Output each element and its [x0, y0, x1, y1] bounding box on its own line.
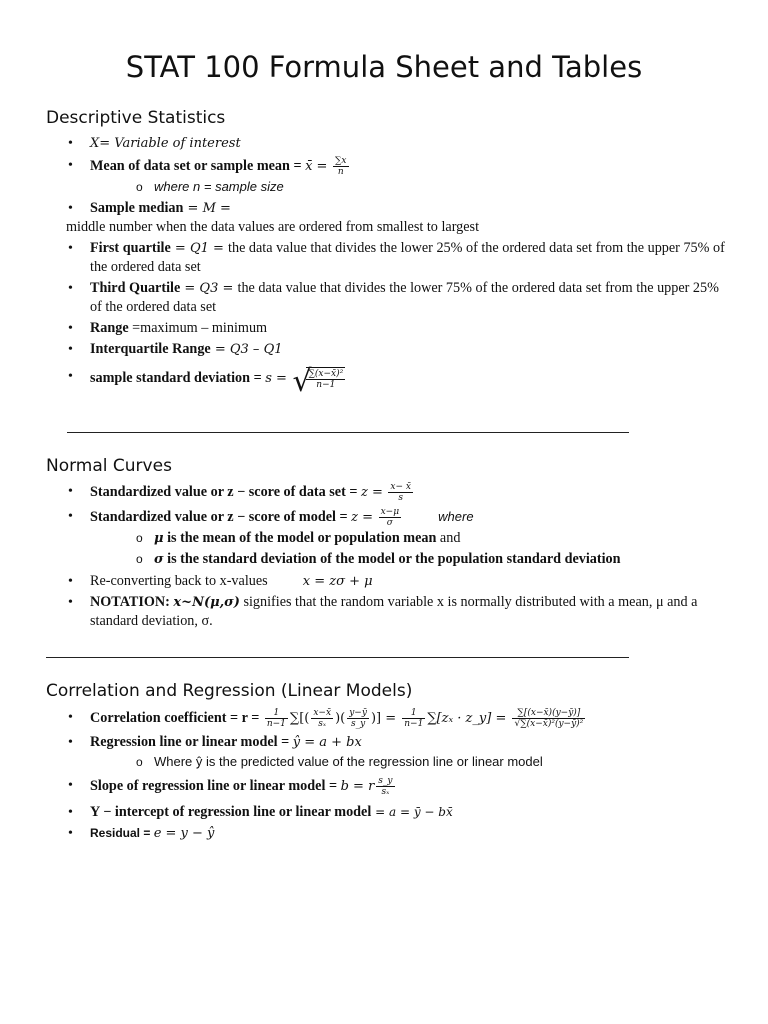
iqr-label: Interquartile Range — [90, 341, 211, 357]
corr-frac-1 — [265, 708, 288, 729]
list-item-intercept — [66, 803, 746, 822]
corr-frac-y — [347, 708, 369, 729]
sigma-item — [136, 549, 726, 570]
section-heading-regression: Correlation and Regression (Linear Models) — [46, 681, 413, 701]
notation-label: NOTATION: — [90, 594, 174, 611]
z-data-label: Standardized value or z − score of data set = — [90, 483, 361, 500]
sd-denominator: n−1 — [316, 380, 336, 390]
z-model-lhs: z = — [351, 510, 374, 525]
iqr-desc: = Q3 – Q1 — [210, 342, 283, 357]
corr-frac-3 — [512, 708, 585, 729]
z-data-fraction — [388, 482, 413, 503]
slope-numerator: s_y — [378, 776, 393, 786]
slope-label: Slope of regression line or linear model = — [90, 777, 341, 794]
corr-label: Correlation coefficient = r = — [90, 709, 263, 726]
list-item-slope — [66, 776, 746, 797]
reconvert-formula: x = zσ + μ — [302, 574, 373, 590]
z-data-numerator: x− x̄ — [390, 482, 411, 492]
median-desc: middle number when the data values are ordered from smallest to largest — [66, 219, 480, 235]
z-model-numerator: x−μ — [380, 507, 400, 518]
mean-lhs: x̄ = — [305, 158, 328, 174]
corr-mid: )( — [335, 710, 346, 726]
sd-numerator: ∑(x−x̄)² — [308, 369, 344, 379]
z-model-fraction — [379, 507, 401, 528]
q1-symbol: = Q1 = — [170, 241, 229, 256]
median-label: Sample median — [90, 200, 184, 216]
mu-symbol: μ — [154, 531, 164, 547]
intercept-label: Y − intercept of regression line or linear model — [90, 804, 372, 820]
corr-sum-open: ∑[( — [289, 710, 310, 726]
mean-label: Mean of data set or sample mean = — [90, 157, 306, 174]
mean-where-item — [136, 177, 726, 197]
corr-frac-3-num: ∑[(x−x̄)(y−ȳ)] — [512, 708, 585, 719]
z-model-sublist — [90, 528, 726, 570]
corr-frac-1-den: n−1 — [266, 719, 286, 729]
corr-z-sum: ∑[zₓ · z_y] = — [427, 710, 511, 726]
list-item-regression-line — [66, 733, 746, 772]
corr-frac-2 — [402, 708, 425, 729]
notation-formula: x~N(μ,σ) — [173, 595, 240, 611]
list-item-iqr — [66, 340, 726, 359]
mu-desc: is the mean of the model or population mean — [163, 530, 437, 547]
line-where: Where ŷ is the predicted value of the regression line or linear model — [154, 754, 543, 769]
list-item-mean — [66, 156, 726, 197]
q3-desc: the data value that divides the lower 75% of the ordered data set from the upper 25% of the ordered data set — [90, 280, 719, 315]
corr-frac-2-den: n−1 — [404, 719, 424, 729]
line-where-item — [136, 752, 746, 772]
q3-label: Third Quartile — [90, 280, 181, 296]
residual-label: Residual = — [90, 826, 154, 840]
notation-desc: signifies that the random variable x is normally distributed with a mean, μ and a standard deviation, σ. — [90, 594, 698, 630]
z-model-label: Standardized value or z − score of model = — [90, 509, 352, 525]
normal-list — [66, 482, 726, 633]
mean-fraction — [333, 156, 349, 177]
corr-end: )] = — [370, 710, 401, 726]
sigma-symbol: σ — [154, 552, 164, 568]
corr-frac-x-num: x−x̄ — [313, 708, 332, 718]
sigma-desc: is the standard deviation of the model or the population standard deviation — [163, 551, 621, 568]
line-label: Regression line or linear model = — [90, 734, 293, 750]
slope-lhs: b = r — [340, 778, 375, 794]
line-formula: ŷ = a + bx — [292, 735, 362, 750]
regression-list — [66, 708, 746, 845]
line-sublist — [90, 752, 746, 772]
slope-fraction — [376, 776, 394, 797]
sd-label: sample standard deviation = — [90, 369, 266, 386]
q1-desc: the data value that divides the lower 25% of the ordered data set from the upper 75% of the ordered data set — [90, 240, 725, 275]
list-item-range — [66, 319, 726, 338]
list-item-correlation — [66, 708, 746, 729]
list-item-notation — [66, 593, 726, 631]
corr-frac-x-den: sₓ — [318, 719, 327, 729]
range-label: Range — [90, 320, 129, 336]
sd-fraction — [306, 367, 345, 390]
x-definition: X= Variable of interest — [90, 136, 241, 151]
descriptive-list — [66, 134, 726, 399]
z-data-lhs: z = — [361, 484, 383, 500]
corr-frac-1-num: 1 — [265, 708, 288, 719]
list-item-z-data — [66, 482, 726, 503]
z-model-denominator: σ — [386, 518, 393, 529]
corr-frac-3-den: √∑(x−x̄)²(y−ȳ)² — [514, 719, 584, 729]
list-item-q1 — [66, 239, 726, 277]
mean-numerator: ∑x — [335, 156, 347, 166]
mean-denominator: n — [337, 167, 344, 177]
z-data-denominator: s — [398, 493, 404, 503]
corr-frac-2-num: 1 — [402, 708, 425, 719]
corr-frac-y-num: y−ȳ — [349, 708, 367, 718]
list-item-z-model — [66, 507, 726, 570]
list-item-reconvert — [66, 572, 726, 591]
page-title: STAT 100 Formula Sheet and Tables — [125, 50, 643, 84]
q3-symbol: = Q3 = — [180, 281, 238, 296]
section-heading-descriptive: Descriptive Statistics — [46, 108, 226, 128]
sqrt-icon: √ — [292, 364, 312, 399]
sd-lhs: s = — [265, 370, 287, 386]
residual-formula: e = y − ŷ — [153, 826, 215, 841]
reconvert-label: Re-converting back to x-values — [90, 573, 268, 590]
z-model-where: where — [438, 509, 474, 524]
list-item-sd — [66, 364, 726, 399]
sd-sqrt — [292, 364, 347, 399]
list-item-q3 — [66, 279, 726, 317]
list-item-x-definition — [66, 134, 726, 153]
range-desc: =maximum – minimum — [128, 320, 268, 336]
mean-where: where n = sample size — [154, 179, 284, 194]
section-heading-normal: Normal Curves — [46, 456, 172, 476]
divider-2 — [46, 657, 629, 658]
slope-denominator: sₓ — [381, 787, 390, 797]
mu-and: and — [436, 530, 461, 547]
intercept-formula: = a = ȳ − bx̄ — [371, 805, 453, 819]
q1-label: First quartile — [90, 240, 171, 256]
corr-frac-x — [311, 708, 333, 729]
median-rhs: = M = — [183, 201, 231, 216]
mu-item — [136, 528, 726, 549]
divider-1 — [67, 432, 629, 433]
mean-sublist — [90, 177, 726, 197]
list-item-residual — [66, 824, 746, 843]
list-item-median — [66, 199, 726, 237]
corr-frac-y-den: s_y — [350, 719, 366, 729]
